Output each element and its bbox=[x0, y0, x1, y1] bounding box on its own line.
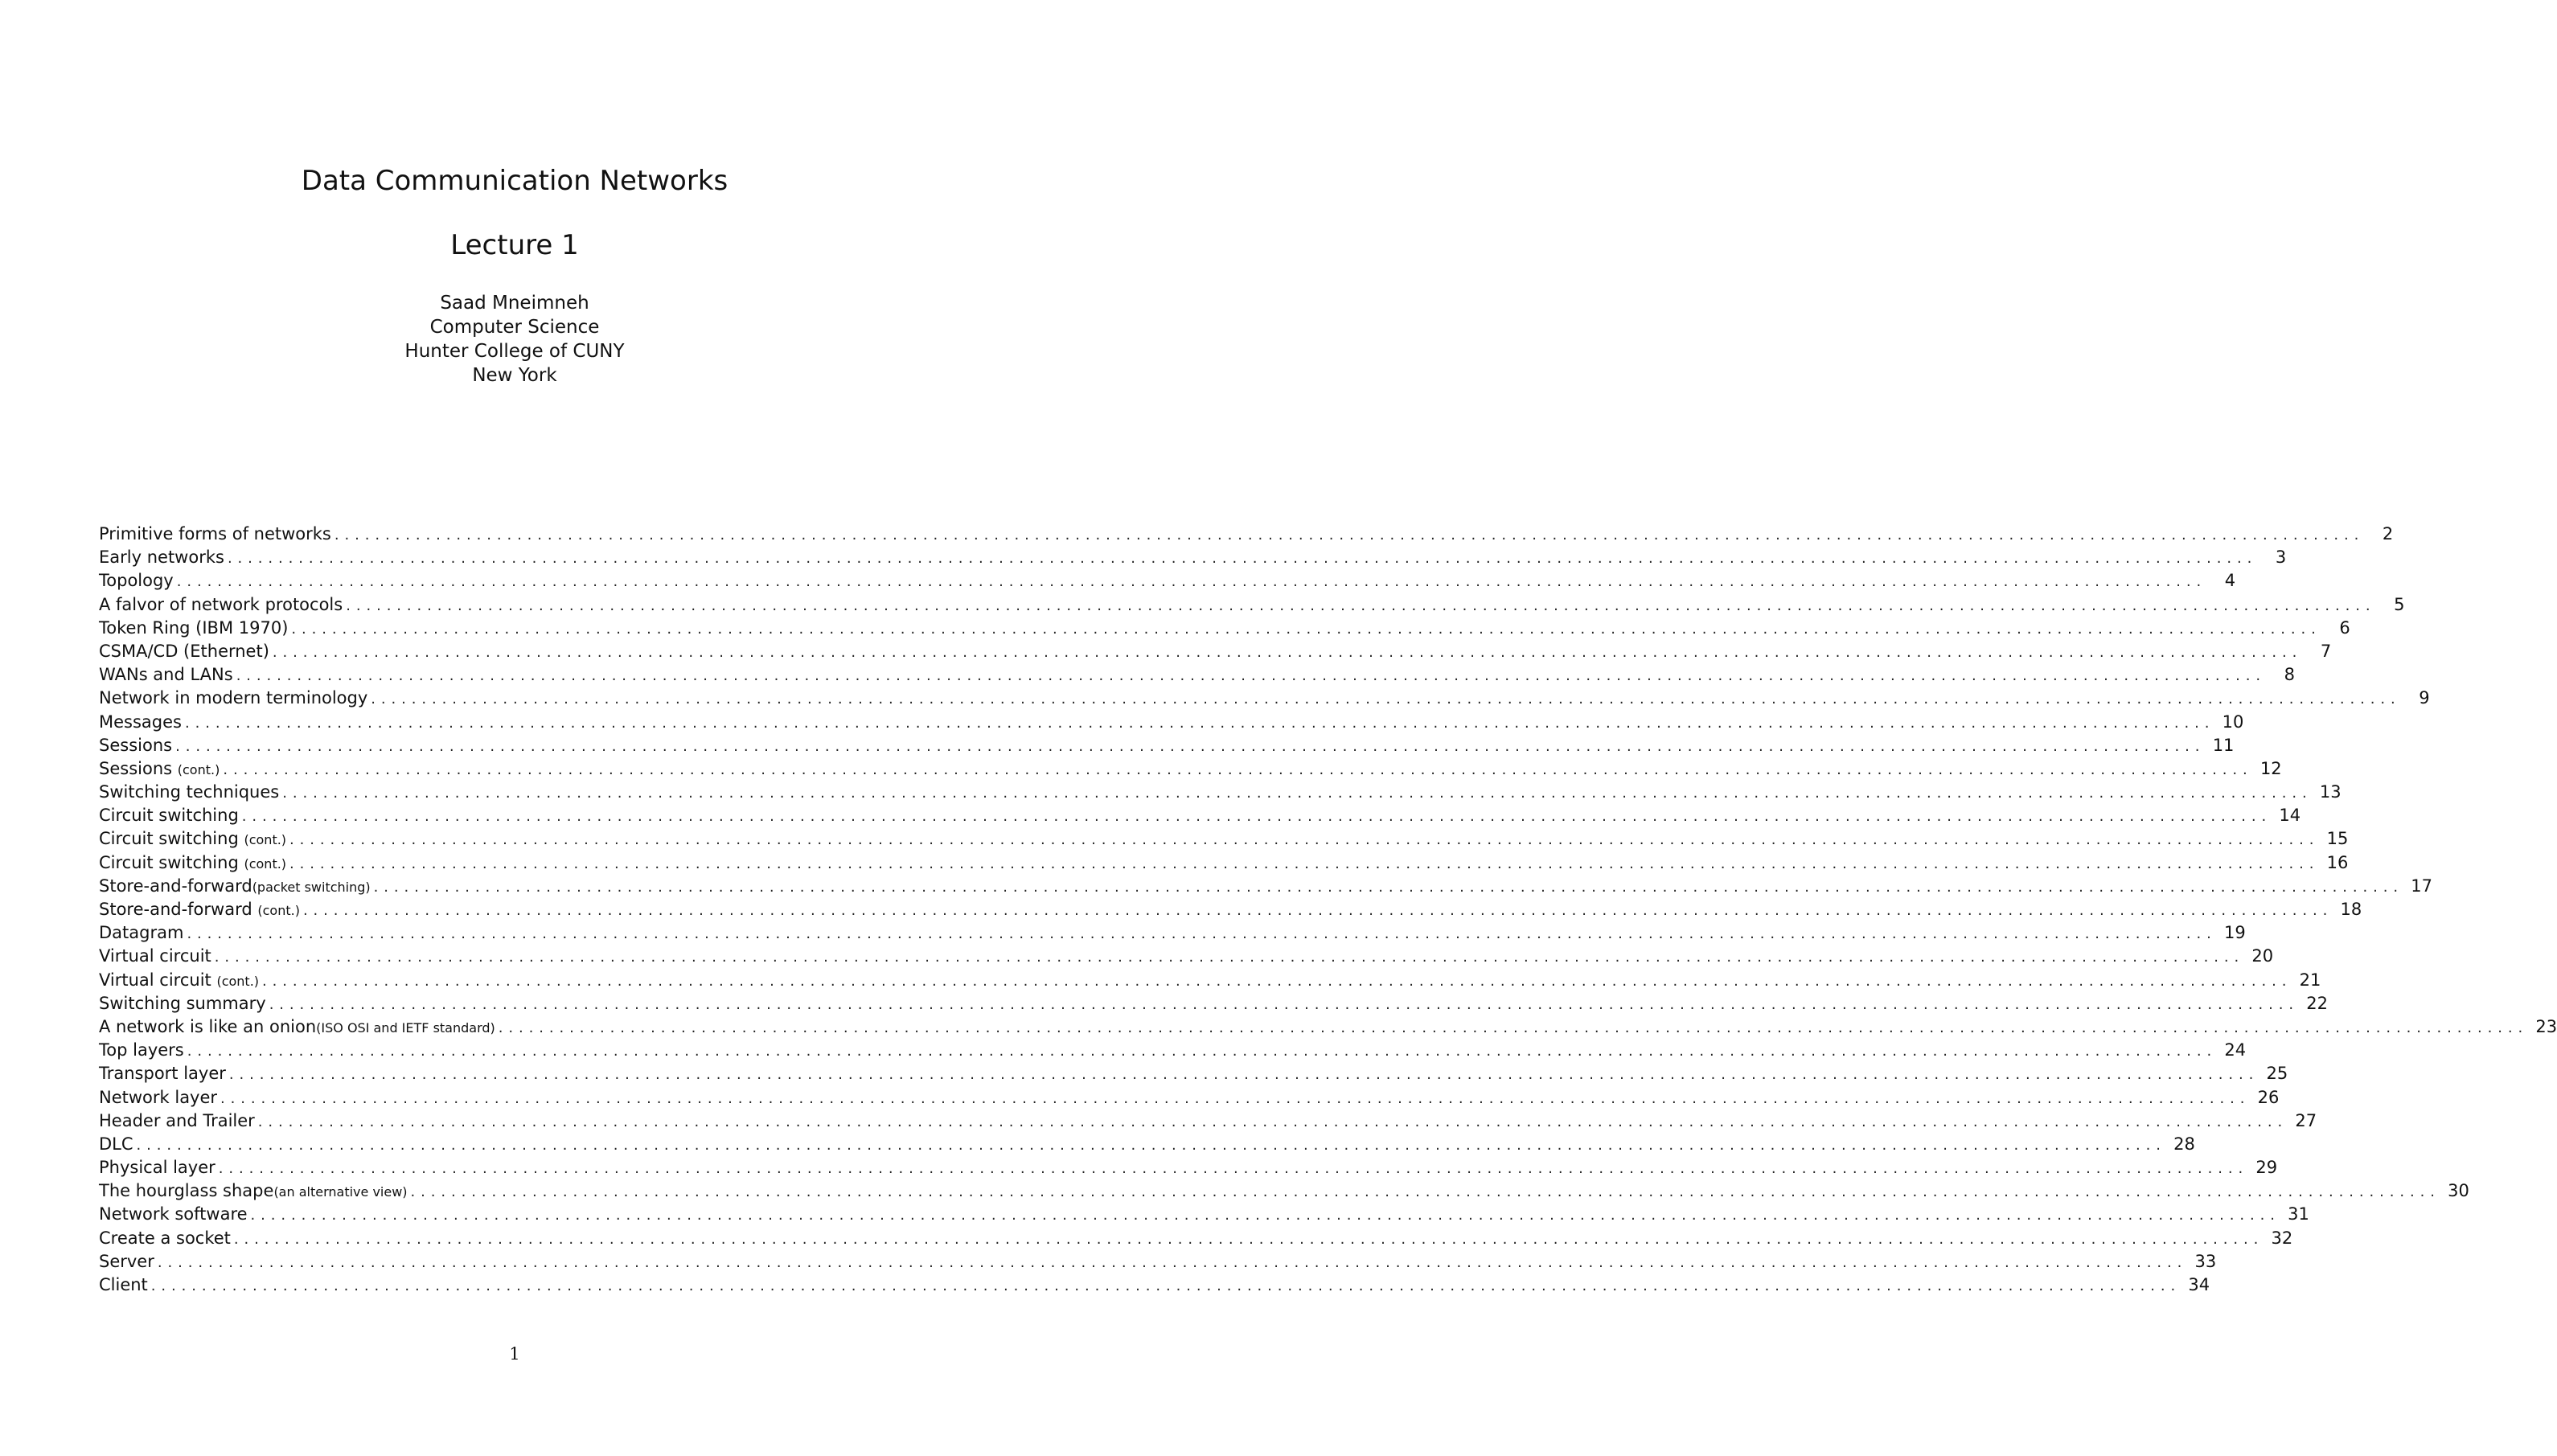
toc-dot-leader: ........................................................................................................................................................................................................ bbox=[187, 925, 2217, 943]
toc-dot-leader: ........................................................................................................................................................................................................ bbox=[250, 1207, 2280, 1224]
toc-dot-leader: ........................................................................................................................................................................................................ bbox=[233, 1230, 2264, 1248]
toc-entry-title-text: Circuit switching bbox=[99, 852, 244, 872]
toc-dot-leader: ........................................................................................................................................................................................................ bbox=[289, 855, 2320, 872]
toc-dot-leader: ........................................................................................................................................................................................................ bbox=[184, 714, 2215, 732]
city: New York bbox=[472, 365, 557, 386]
toc-entry-page: 2 bbox=[2382, 524, 2394, 543]
toc-entry-title-text: Datagram bbox=[99, 923, 184, 943]
toc-entry[interactable] bbox=[99, 992, 2329, 1015]
department: Computer Science bbox=[429, 317, 600, 338]
toc-entry-title bbox=[99, 921, 187, 945]
toc-entry[interactable] bbox=[99, 1039, 2247, 1062]
toc-dot-leader: ........................................................................................................................................................................................................ bbox=[227, 550, 2258, 568]
toc-dot-leader: ........................................................................................................................................................................................................ bbox=[218, 1160, 2249, 1178]
toc-entry-page: 16 bbox=[2326, 852, 2349, 872]
toc-entry-note: (cont.) bbox=[257, 903, 300, 918]
toc-entry[interactable] bbox=[99, 1156, 2278, 1179]
toc-dot-leader: ........................................................................................................................................................................................................ bbox=[150, 1278, 2181, 1294]
toc-entry-page: 8 bbox=[2284, 665, 2296, 685]
toc-entry-title-text: Switching summary bbox=[99, 993, 266, 1013]
toc-dot-leader: ........................................................................................................................................................................................................ bbox=[346, 597, 2376, 614]
toc-dot-leader: ........................................................................................................................................................................................................ bbox=[302, 902, 2333, 919]
toc-entry-page: 17 bbox=[2411, 876, 2432, 896]
toc-entry[interactable] bbox=[99, 617, 2350, 640]
author-name: Saad Mneimneh bbox=[440, 293, 589, 314]
toc-entry-page: 30 bbox=[2448, 1181, 2469, 1201]
toc-entry-title-text: Network layer bbox=[99, 1087, 218, 1107]
toc-entry[interactable] bbox=[99, 523, 2394, 546]
toc-entry-title bbox=[99, 969, 262, 993]
toc-entry-page: 12 bbox=[2259, 758, 2282, 778]
toc-entry[interactable] bbox=[99, 687, 2430, 710]
toc-dot-leader: ........................................................................................................................................................................................................ bbox=[269, 995, 2300, 1013]
toc-entry[interactable] bbox=[99, 1109, 2317, 1133]
toc-entry-title bbox=[99, 898, 303, 922]
toc-entry-title-text: Store-and-forward bbox=[99, 876, 252, 896]
toc-entry[interactable] bbox=[99, 1273, 2210, 1297]
toc-entry[interactable] bbox=[99, 851, 2349, 875]
toc-entry-title bbox=[99, 945, 215, 968]
toc-entry-title bbox=[99, 1086, 220, 1109]
toc-dot-leader: ........................................................................................................................................................................................................ bbox=[187, 1043, 2218, 1060]
toc-entry[interactable] bbox=[99, 1015, 2557, 1039]
toc-dot-leader: ........................................................................................................................................................................................................ bbox=[214, 949, 2245, 966]
toc-dot-leader: ........................................................................................................................................................................................................ bbox=[371, 691, 2401, 708]
toc-entry-page: 9 bbox=[2419, 688, 2430, 708]
toc-entry[interactable] bbox=[99, 1203, 2309, 1226]
toc-entry-title-text: Transport layer bbox=[99, 1064, 226, 1084]
toc-dot-leader: ........................................................................................................................................................................................................ bbox=[334, 527, 2365, 543]
toc-entry-title-text: Client bbox=[99, 1275, 148, 1294]
toc-entry[interactable] bbox=[99, 546, 2287, 569]
toc-entry[interactable] bbox=[99, 711, 2244, 734]
toc-entry-title bbox=[99, 992, 269, 1015]
toc-entry-page: 10 bbox=[2222, 712, 2244, 732]
toc-entry-page: 15 bbox=[2326, 829, 2349, 849]
toc-entry[interactable] bbox=[99, 1133, 2195, 1156]
toc-entry-title-text: Token Ring (IBM 1970) bbox=[99, 617, 289, 638]
toc-dot-leader: ........................................................................................................................................................................................................ bbox=[236, 667, 2267, 685]
toc-entry-title-text: WANs and LANs bbox=[99, 665, 233, 685]
toc-entry-title-text: Virtual circuit bbox=[99, 970, 217, 990]
toc-entry-title-text: Top layers bbox=[99, 1040, 184, 1060]
toc-dot-leader: ........................................................................................................................................................................................................ bbox=[289, 831, 2320, 849]
toc-entry-title-text: Messages bbox=[99, 712, 182, 732]
toc-dot-leader: ........................................................................................................................................................................................................ bbox=[272, 643, 2303, 661]
toc-entry-title bbox=[99, 617, 291, 640]
toc-entry-page: 26 bbox=[2257, 1087, 2280, 1107]
toc-entry[interactable] bbox=[99, 945, 2274, 968]
toc-entry-title-text: Create a socket bbox=[99, 1228, 231, 1248]
toc-entry-note: (ISO OSI and IETF standard) bbox=[316, 1019, 495, 1036]
toc-entry-title-text: Physical layer bbox=[99, 1158, 215, 1178]
toc-entry-title bbox=[99, 875, 374, 899]
toc-entry[interactable] bbox=[99, 1250, 2217, 1273]
toc-entry-page: 21 bbox=[2299, 970, 2321, 990]
toc-entry-title-text: Switching techniques bbox=[99, 782, 280, 802]
toc-entry-page: 14 bbox=[2279, 806, 2301, 826]
toc-entry-page: 19 bbox=[2224, 923, 2246, 943]
table-of-contents bbox=[99, 523, 2557, 1297]
toc-entry-title-text: Circuit switching bbox=[99, 806, 239, 826]
toc-entry-title-text: CSMA/CD (Ethernet) bbox=[99, 641, 269, 661]
toc-entry[interactable] bbox=[99, 1179, 2469, 1203]
toc-entry-title bbox=[99, 640, 273, 663]
toc-entry[interactable] bbox=[99, 804, 2301, 827]
toc-entry-title bbox=[99, 1039, 187, 1062]
toc-entry-page: 5 bbox=[2394, 594, 2405, 614]
toc-dot-leader: ........................................................................................................................................................................................................ bbox=[498, 1019, 2529, 1036]
toc-entry-title-text: A network is like an onion bbox=[99, 1016, 317, 1036]
toc-entry-page: 28 bbox=[2173, 1134, 2195, 1154]
toc-entry[interactable] bbox=[99, 593, 2405, 617]
toc-entry-title-text: Primitive forms of networks bbox=[99, 524, 331, 543]
toc-entry-title bbox=[99, 804, 242, 827]
toc-entry-page: 34 bbox=[2188, 1275, 2210, 1294]
toc-entry-page: 13 bbox=[2319, 782, 2342, 802]
toc-entry-title bbox=[99, 781, 282, 804]
toc-entry-title bbox=[99, 1203, 251, 1226]
toc-entry[interactable] bbox=[99, 1227, 2293, 1250]
document-title: Data Communication Networks bbox=[301, 165, 729, 197]
toc-dot-leader: ........................................................................................................................................................................................................ bbox=[176, 573, 2207, 591]
toc-entry-title-text: Header and Trailer bbox=[99, 1110, 255, 1130]
toc-entry-title-text: Virtual circuit bbox=[99, 946, 211, 966]
toc-entry-page: 20 bbox=[2251, 946, 2274, 966]
toc-entry-page: 6 bbox=[2339, 617, 2350, 638]
toc-dot-leader: ........................................................................................................................................................................................................ bbox=[220, 1089, 2251, 1107]
toc-entry-title bbox=[99, 593, 346, 617]
toc-entry-page: 27 bbox=[2295, 1110, 2317, 1130]
toc-entry-title-text: Sessions bbox=[99, 735, 173, 755]
toc-entry-page: 4 bbox=[2224, 571, 2236, 591]
toc-entry-title-text: Network in modern terminology bbox=[99, 688, 368, 708]
toc-entry-title bbox=[99, 1156, 219, 1179]
toc-entry[interactable] bbox=[99, 921, 2246, 945]
toc-dot-leader: ........................................................................................................................................................................................................ bbox=[410, 1183, 2440, 1201]
toc-entry-page: 31 bbox=[2288, 1204, 2309, 1224]
toc-entry-title-text: Early networks bbox=[99, 548, 224, 568]
toc-entry[interactable] bbox=[99, 1062, 2288, 1085]
toc-entry[interactable] bbox=[99, 734, 2235, 757]
toc-entry-note: (cont.) bbox=[216, 973, 260, 989]
toc-dot-leader: ........................................................................................................................................................................................................ bbox=[157, 1253, 2188, 1271]
toc-dot-leader: ........................................................................................................................................................................................................ bbox=[136, 1136, 2166, 1154]
toc-entry-title bbox=[99, 1179, 411, 1204]
toc-dot-leader: ........................................................................................................................................................................................................ bbox=[262, 972, 2292, 990]
toc-dot-leader: ........................................................................................................................................................................................................ bbox=[373, 878, 2403, 896]
author-block bbox=[0, 291, 1029, 388]
toc-entry-note: (cont.) bbox=[244, 855, 287, 872]
page-number: 1 bbox=[509, 1344, 520, 1364]
toc-entry-page: 22 bbox=[2306, 993, 2329, 1013]
toc-entry-title-text: Server bbox=[99, 1251, 154, 1271]
toc-entry-title bbox=[99, 827, 289, 851]
toc-entry-title bbox=[99, 687, 371, 710]
toc-entry-title-text: Store-and-forward bbox=[99, 900, 258, 919]
toc-entry-title bbox=[99, 546, 228, 569]
toc-entry[interactable] bbox=[99, 898, 2362, 921]
toc-entry[interactable] bbox=[99, 757, 2282, 781]
toc-entry-note: (cont.) bbox=[244, 832, 287, 848]
toc-entry-page: 24 bbox=[2224, 1040, 2247, 1060]
toc-entry-page: 3 bbox=[2275, 548, 2287, 568]
toc-entry-title bbox=[99, 711, 185, 734]
institution: Hunter College of CUNY bbox=[404, 341, 625, 362]
toc-entry-title bbox=[99, 1109, 258, 1133]
lecture-title: Lecture 1 bbox=[450, 229, 579, 261]
toc-dot-leader: ........................................................................................................................................................................................................ bbox=[282, 785, 2313, 802]
toc-entry-page: 23 bbox=[2535, 1016, 2557, 1036]
toc-entry[interactable] bbox=[99, 781, 2342, 804]
toc-entry-title-text: Topology bbox=[99, 571, 174, 591]
toc-entry-page: 18 bbox=[2340, 900, 2362, 919]
toc-entry-page: 32 bbox=[2271, 1228, 2293, 1248]
toc-entry-title-text: DLC bbox=[99, 1134, 133, 1154]
toc-entry-title bbox=[99, 734, 175, 757]
toc-dot-leader: ........................................................................................................................................................................................................ bbox=[257, 1113, 2288, 1130]
toc-entry-title bbox=[99, 523, 335, 546]
toc-entry-title bbox=[99, 1133, 137, 1156]
toc-entry-title bbox=[99, 1015, 499, 1040]
toc-entry-title-text: Sessions bbox=[99, 758, 178, 778]
toc-dot-leader: ........................................................................................................................................................................................................ bbox=[175, 737, 2206, 755]
toc-entry[interactable] bbox=[99, 569, 2236, 593]
toc-entry-title bbox=[99, 851, 289, 876]
toc-entry-note: (an alternative view) bbox=[273, 1184, 408, 1200]
toc-entry-page: 29 bbox=[2255, 1158, 2278, 1178]
toc-entry-title-text: Circuit switching bbox=[99, 829, 244, 849]
toc-dot-leader: ........................................................................................................................................................................................................ bbox=[241, 808, 2272, 826]
toc-entry-note: (cont.) bbox=[177, 761, 220, 777]
toc-entry-title bbox=[99, 757, 223, 781]
toc-dot-leader: ........................................................................................................................................................................................................ bbox=[228, 1066, 2259, 1084]
toc-entry-title-text: A falvor of network protocols bbox=[99, 594, 343, 614]
toc-entry[interactable] bbox=[99, 827, 2349, 851]
toc-entry-title bbox=[99, 1062, 229, 1085]
toc-entry-title bbox=[99, 569, 177, 593]
toc-entry[interactable] bbox=[99, 1086, 2280, 1109]
toc-entry-page: 33 bbox=[2194, 1251, 2217, 1271]
toc-entry-title bbox=[99, 1273, 151, 1297]
toc-entry[interactable] bbox=[99, 969, 2321, 992]
toc-entry-title bbox=[99, 1250, 158, 1273]
toc-entry[interactable] bbox=[99, 663, 2296, 687]
toc-entry-title-text: The hourglass shape bbox=[99, 1181, 274, 1201]
toc-entry-title bbox=[99, 1227, 234, 1250]
toc-entry-title bbox=[99, 663, 236, 687]
toc-entry-page: 7 bbox=[2320, 641, 2332, 661]
toc-entry-title-text: Network software bbox=[99, 1204, 248, 1224]
toc-entry[interactable] bbox=[99, 875, 2432, 898]
toc-entry-page: 25 bbox=[2266, 1064, 2288, 1084]
toc-dot-leader: ........................................................................................................................................................................................................ bbox=[291, 620, 2321, 638]
toc-entry-page: 11 bbox=[2212, 735, 2235, 755]
toc-entry-note: (packet switching) bbox=[252, 879, 371, 895]
toc-entry[interactable] bbox=[99, 640, 2332, 663]
toc-dot-leader: ........................................................................................................................................................................................................ bbox=[223, 761, 2253, 778]
